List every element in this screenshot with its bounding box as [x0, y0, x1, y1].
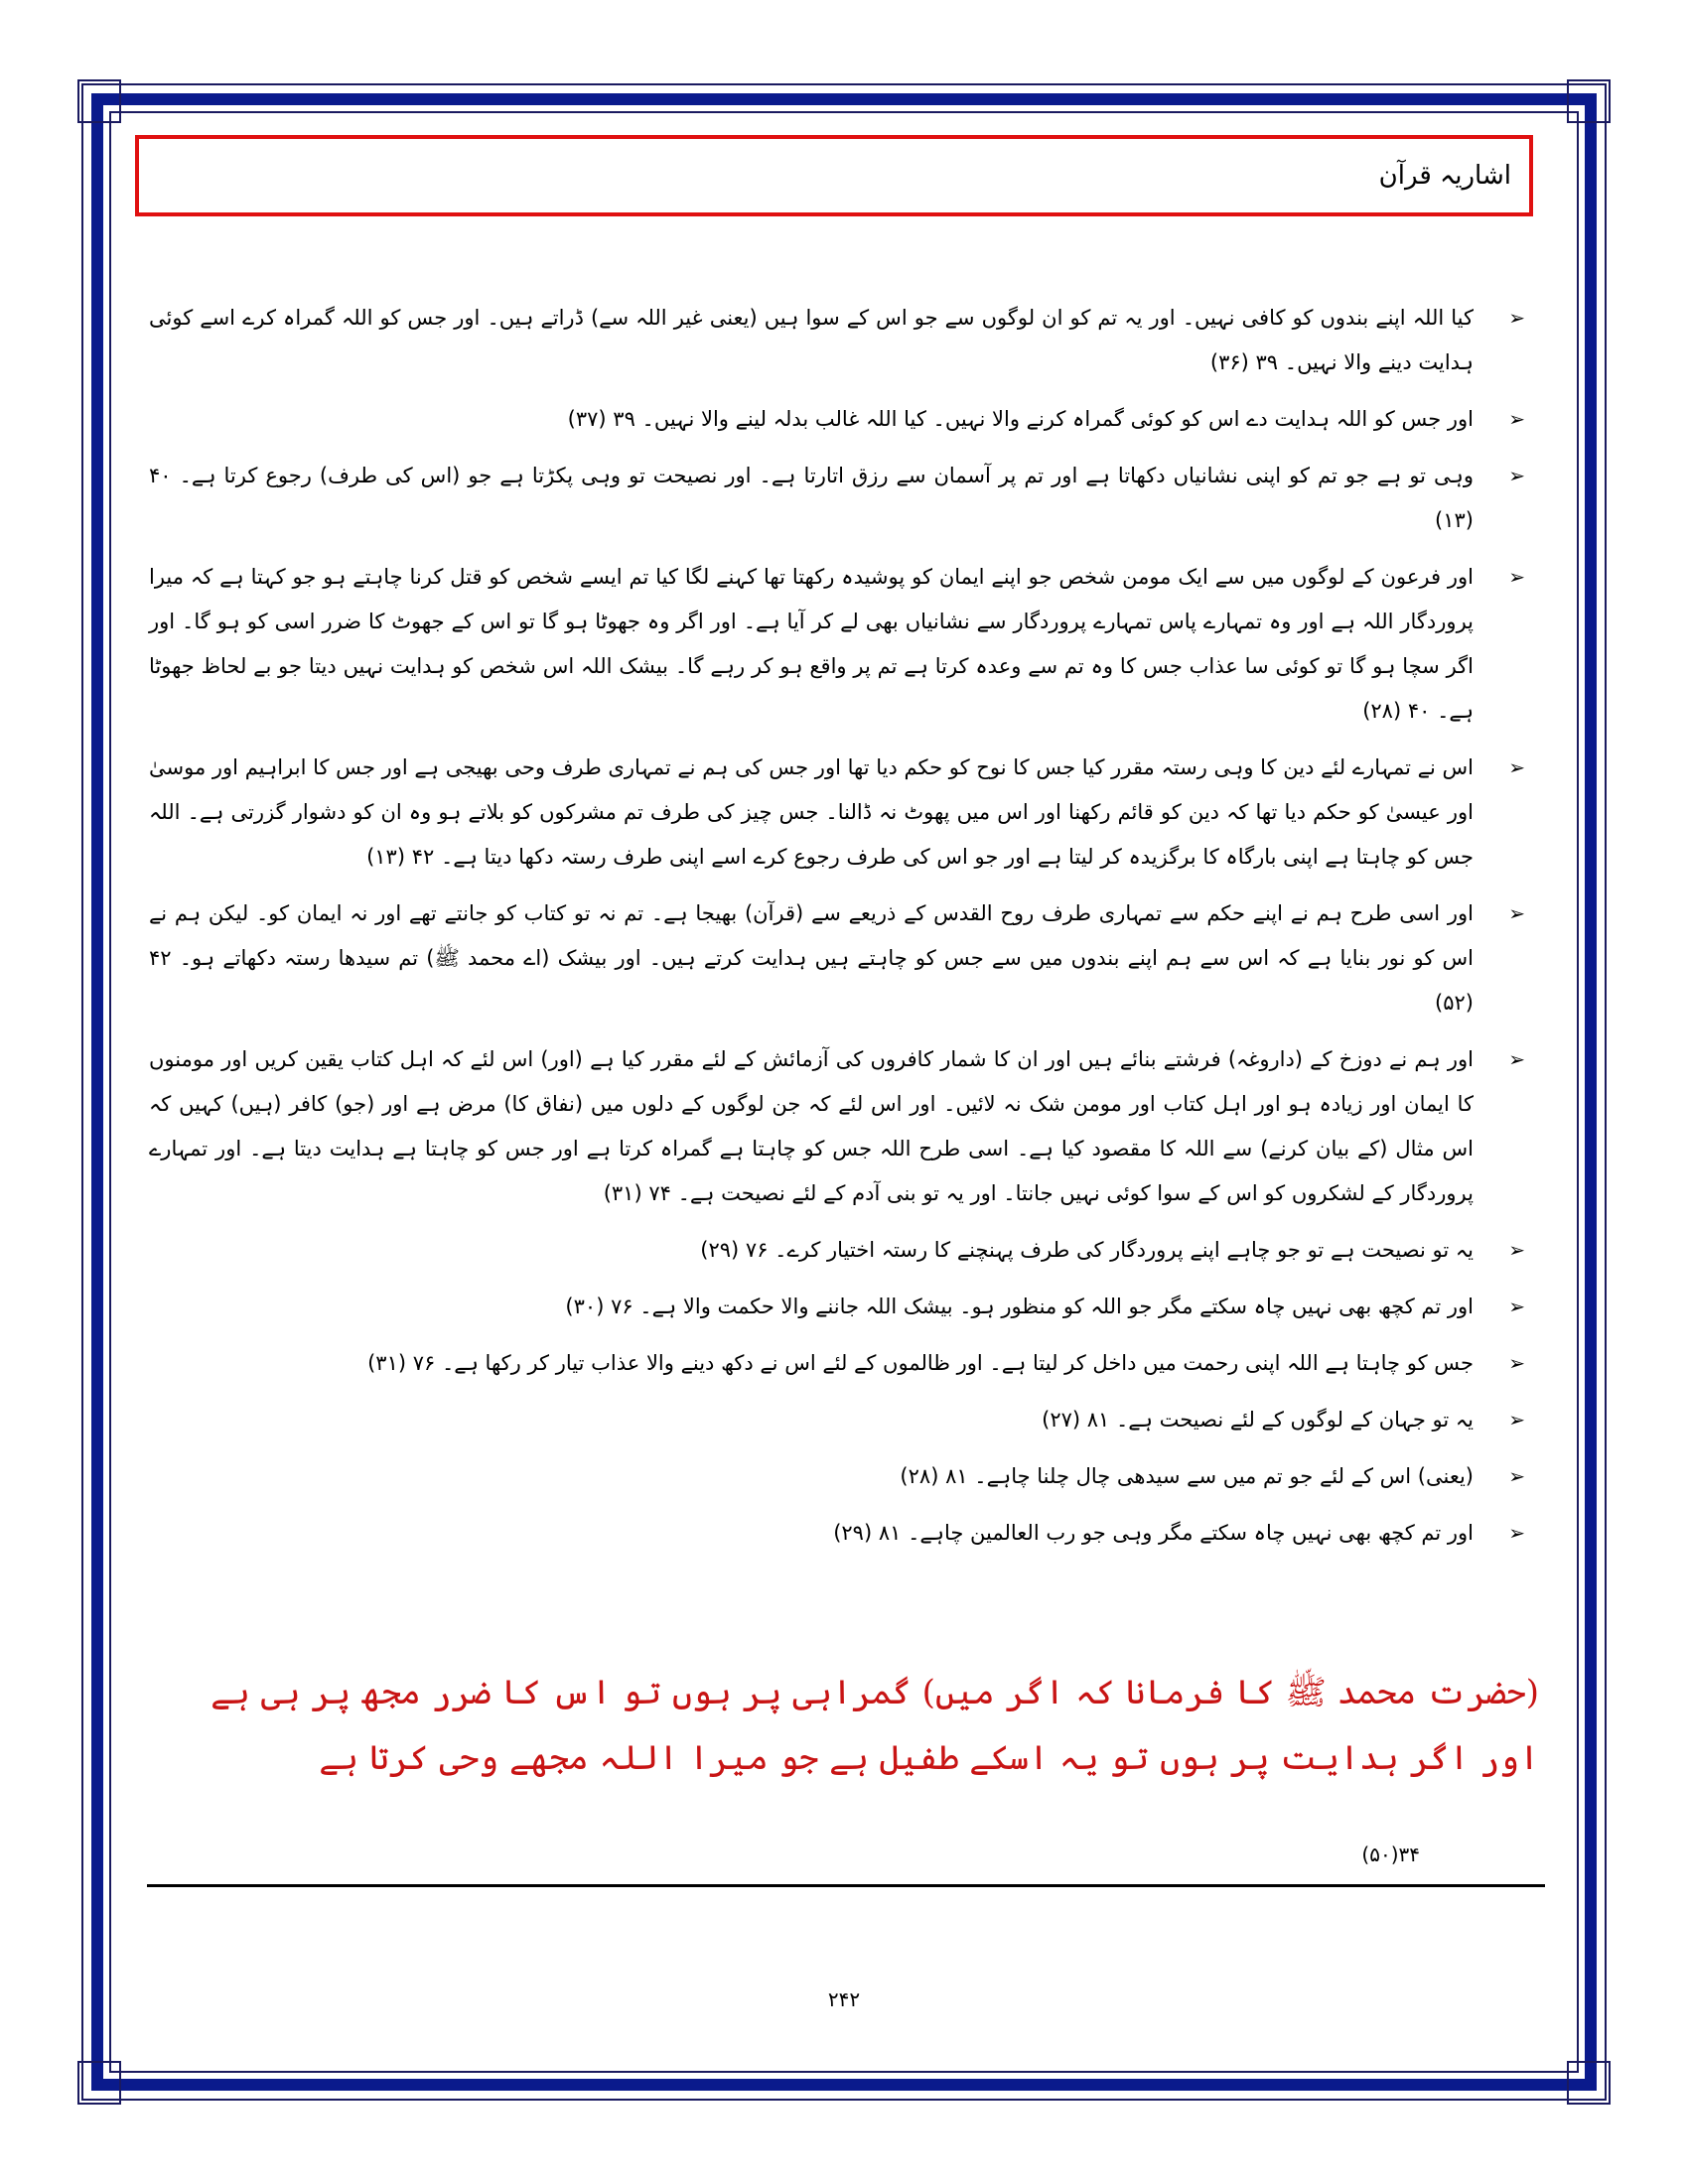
list-item-text: اور فرعون کے لوگوں میں سے ایک مومن شخص جو اپنے ایمان کو پوشیدہ رکھتا تھا کہنے لگا کیا تم ایسے شخص کو قتل کرنا چاہتے ہو جو کہتا ہے کہ میرا پروردگار اللہ ہے اور وہ تمہارے پاس تمہارے پروردگار سے نشانیاں بھی لے کر آیا ہے۔ اور اگر وہ جھوٹا ہو گا تو اس کے جھوٹ کا ضرر اسی کو ہو گا۔ اور اگر سچا ہو گا تو کوئی سا عذاب جس کا وہ تم سے وعدہ کرتا ہے تم پر واقع ہو کر رہے گا۔ بیشک اللہ اس شخص کو ہدایت نہیں دیتا جو بے لحاظ جھوٹا ہے۔ ۴۰ (۲۸) — [149, 565, 1474, 723]
arrow-bullet-icon: ➢ — [1508, 1464, 1525, 1488]
list-item — [149, 1341, 1529, 1386]
list-item-text: اور ہم نے دوزخ کے (داروغہ) فرشتے بنائے ہیں اور ان کا شمار کافروں کی آزمائش کے لئے مقرر کیا ہے (اور) اس لئے کہ اہل کتاب یقین کریں اور مومنوں کا ایمان اور زیادہ ہو اور اہل کتاب اور مومن شک نہ لائیں۔ اور اس لئے کہ جن لوگوں کے دلوں میں (نفاق کا) مرض ہے اور (جو) کافر (ہیں) کہیں کہ اس مثال (کے بیان کرنے) سے اللہ کا مقصود کیا ہے۔ اسی طرح اللہ جس کو چاہتا ہے گمراہ کرتا ہے اور جس کو چاہتا ہے ہدایت دیتا ہے۔ اور تمہارے پروردگار کے لشکروں کو اس کے سوا کوئی نہیں جانتا۔ اور یہ تو بنی آدم کے لئے نصیحت ہے۔ ۷۴ (۳۱) — [149, 1047, 1474, 1205]
frame-corner-top-right — [1567, 79, 1611, 123]
arrow-bullet-icon: ➢ — [1508, 1238, 1525, 1262]
arrow-bullet-icon: ➢ — [1508, 1295, 1525, 1318]
list-item-text: کیا اللہ اپنے بندوں کو کافی نہیں۔ اور یہ تم کو ان لوگوں سے جو اس کے سوا ہیں (یعنی غیر اللہ سے) ڈراتے ہیں۔ اور جس کو اللہ گمراہ کرے اسے کوئی ہدایت دینے والا نہیں۔ ۳۹ (۳۶) — [149, 306, 1474, 374]
list-item-text: یہ تو نصیحت ہے تو جو چاہے اپنے پروردگار کی طرف پہنچنے کا رستہ اختیار کرے۔ ۷۶ (۲۹) — [700, 1238, 1474, 1262]
list-item — [149, 746, 1529, 880]
verse-list — [149, 296, 1529, 1568]
frame-corner-top-left — [77, 79, 121, 123]
arrow-bullet-icon: ➢ — [1508, 1047, 1525, 1071]
list-item — [149, 1228, 1529, 1273]
arrow-bullet-icon: ➢ — [1508, 901, 1525, 925]
list-item-text: اور تم کچھ بھی نہیں چاہ سکتے مگر جو اللہ کو منظور ہو۔ بیشک اللہ جاننے والا حکمت والا ہے۔ ۷۶ (۳۰) — [565, 1295, 1474, 1318]
list-item — [149, 1285, 1529, 1329]
list-item — [149, 397, 1529, 442]
list-item — [149, 1454, 1529, 1499]
list-item — [149, 1037, 1529, 1216]
list-item-text: اور جس کو اللہ ہدایت دے اس کو کوئی گمراہ کرنے والا نہیں۔ کیا اللہ غالب بدلہ لینے والا نہیں۔ ۳۹ (۳۷) — [567, 407, 1474, 431]
list-item — [149, 555, 1529, 734]
page-title: اشاریہ قرآن — [1378, 161, 1511, 191]
list-item — [149, 454, 1529, 543]
page-number: ۲۴۲ — [827, 1987, 861, 2011]
list-item-text: اور اسی طرح ہم نے اپنے حکم سے تمہاری طرف روح القدس کے ذریعے سے (قرآن) بھیجا ہے۔ تم نہ تو کتاب کو جانتے تھے اور نہ ایمان کو۔ لیکن ہم نے اس کو نور بنایا ہے کہ اس سے ہم اپنے بندوں میں سے جس کو چاہتے ہیں ہدایت کرتے ہیں۔ اور بیشک (اے محمد ﷺ) تم سیدھا رستہ دکھاتے ہو۔ ۴۲ (۵۲) — [149, 901, 1474, 1015]
list-item-text: (یعنی) اس کے لئے جو تم میں سے سیدھی چال چلنا چاہے۔ ۸۱ (۲۸) — [900, 1464, 1474, 1488]
list-item-text: جس کو چاہتا ہے اللہ اپنی رحمت میں داخل کر لیتا ہے۔ اور ظالموں کے لئے اس نے دکھ دینے والا عذاب تیار کر رکھا ہے۔ ۷۶ (۳۱) — [367, 1351, 1474, 1375]
arrow-bullet-icon: ➢ — [1508, 755, 1525, 779]
list-item-text: اس نے تمہارے لئے دین کا وہی رستہ مقرر کیا جس کا نوح کو حکم دیا تھا اور جس کی ہم نے تمہاری طرف وحی بھیجی ہے اور جس کا ابراہیم اور موسیٰ اور عیسیٰ کو حکم دیا تھا کہ دین کو قائم رکھنا اور اس میں پھوٹ نہ ڈالنا۔ جس چیز کی طرف تم مشرکوں کو بلاتے ہو وہ ان کو دشوار گزرتی ہے۔ اللہ جس کو چاہتا ہے اپنی بارگاہ کا برگزیدہ کر لیتا ہے اور جو اس کی طرف رجوع کرے اسے اپنی طرف رستہ دکھا دیتا ہے۔ ۴۲ (۱۳) — [149, 755, 1474, 869]
list-item — [149, 1398, 1529, 1442]
list-item-text: اور تم کچھ بھی نہیں چاہ سکتے مگر وہی جو رب العالمین چاہے۔ ۸۱ (۲۹) — [833, 1521, 1474, 1545]
arrow-bullet-icon: ➢ — [1508, 1351, 1525, 1375]
list-item — [149, 296, 1529, 385]
arrow-bullet-icon: ➢ — [1508, 464, 1525, 487]
header-box — [135, 135, 1533, 216]
quote-reference: ۳۴(۵۰) — [1361, 1843, 1420, 1866]
arrow-bullet-icon: ➢ — [1508, 1408, 1525, 1432]
list-item — [149, 1511, 1529, 1556]
frame-corner-bottom-left — [77, 2061, 121, 2105]
arrow-bullet-icon: ➢ — [1508, 306, 1525, 330]
list-item-text: یہ تو جہان کے لوگوں کے لئے نصیحت ہے۔ ۸۱ (۲۷) — [1042, 1408, 1474, 1432]
arrow-bullet-icon: ➢ — [1508, 565, 1525, 589]
arrow-bullet-icon: ➢ — [1508, 1521, 1525, 1545]
frame-corner-bottom-right — [1567, 2061, 1611, 2105]
hadith-quote: (حضرت محمد ﷺ کا فرمانا کہ اگر میں) گمراہی پر ہوں تو اس کا ضرر مجھ پر ہی ہے اور اگر ہدایت پر ہوں تو یہ اسکے طفیل ہے جو میرا اللہ مجھے وحی کرتا ہے — [211, 1673, 1539, 1778]
arrow-bullet-icon: ➢ — [1508, 407, 1525, 431]
list-item-text: وہی تو ہے جو تم کو اپنی نشانیاں دکھاتا ہے اور تم پر آسمان سے رزق اتارتا ہے۔ اور نصیحت تو وہی پکڑتا ہے جو (اس کی طرف) رجوع کرتا ہے۔ ۴۰ (۱۳) — [149, 464, 1474, 532]
list-item — [149, 891, 1529, 1025]
bottom-divider — [147, 1884, 1545, 1887]
